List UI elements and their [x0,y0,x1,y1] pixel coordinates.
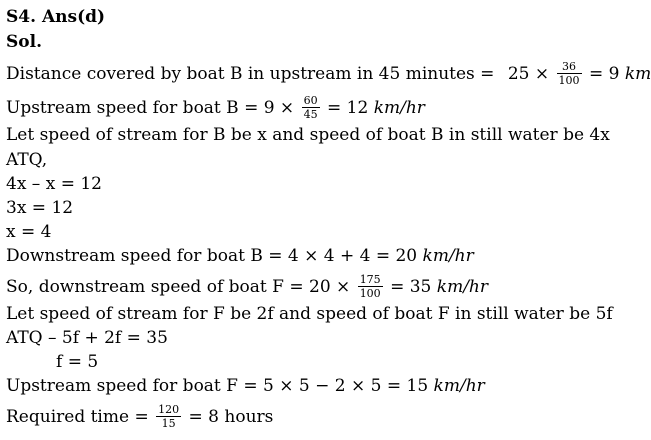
fraction-denominator: 15 [161,417,176,430]
fraction [557,60,582,87]
line-upstream-speed-f [6,376,485,396]
fraction-denominator: 45 [303,108,318,121]
line-text: Distance covered by boat B in upstream in 45 minutes = [6,64,495,84]
line-atq: ATQ, [6,150,48,170]
line-text: Upstream speed for boat F = [6,376,258,396]
fraction-denominator: 100 [359,287,381,300]
line-downstream-speed-b [6,246,474,266]
math-expression: 4 × 4 + 4 = 20 [287,246,418,266]
fraction-numerator: 120 [158,403,180,416]
fraction-denominator: 100 [558,74,580,87]
math-prefix: 20 × [309,277,351,297]
unit: km/hr [433,376,485,396]
line-text: Downstream speed for boat B = [6,246,283,266]
line-required-time [6,404,273,431]
math-result: = 12 [327,98,369,118]
line-upstream-speed-b [6,95,425,122]
fraction-numerator: 175 [359,273,381,286]
line-text: Upstream speed for boat B = 9 × [6,98,295,118]
line-text: Required time = [6,407,149,427]
unit: km [624,64,651,84]
answer-heading: S4. Ans(d) [6,7,106,27]
line-f-value: f = 5 [56,352,99,372]
math-result: = 35 [390,277,432,297]
line-equation-3: x = 4 [6,222,52,242]
line-result: = 8 hours [188,407,274,427]
line-downstream-speed-f [6,274,488,301]
line-atq-f: ATQ – 5f + 2f = 35 [6,328,168,348]
fraction [358,273,383,300]
fraction-numerator: 36 [557,60,582,74]
line-distance-upstream [6,61,651,88]
unit: km/hr [422,246,474,266]
line-equation-2: 3x = 12 [6,198,74,218]
math-prefix: 25 × [507,64,550,84]
line-let-speed-b: Let speed of stream for B be x and speed of boat B in still water be 4x [6,125,610,145]
line-equation-1: 4x – x = 12 [6,174,102,194]
fraction [156,403,181,430]
math-expression: 5 × 5 − 2 × 5 = 15 [263,376,429,396]
solution-label: Sol. [6,32,42,52]
line-text: So, downstream speed of boat F = [6,277,304,297]
fraction [302,94,320,121]
line-let-speed-f: Let speed of stream for F be 2f and speed of boat F in still water be 5f [6,304,613,324]
unit: km/hr [436,277,489,297]
math-result: = 9 [588,64,620,84]
fraction-numerator: 60 [303,94,318,107]
unit: km/hr [373,98,425,118]
